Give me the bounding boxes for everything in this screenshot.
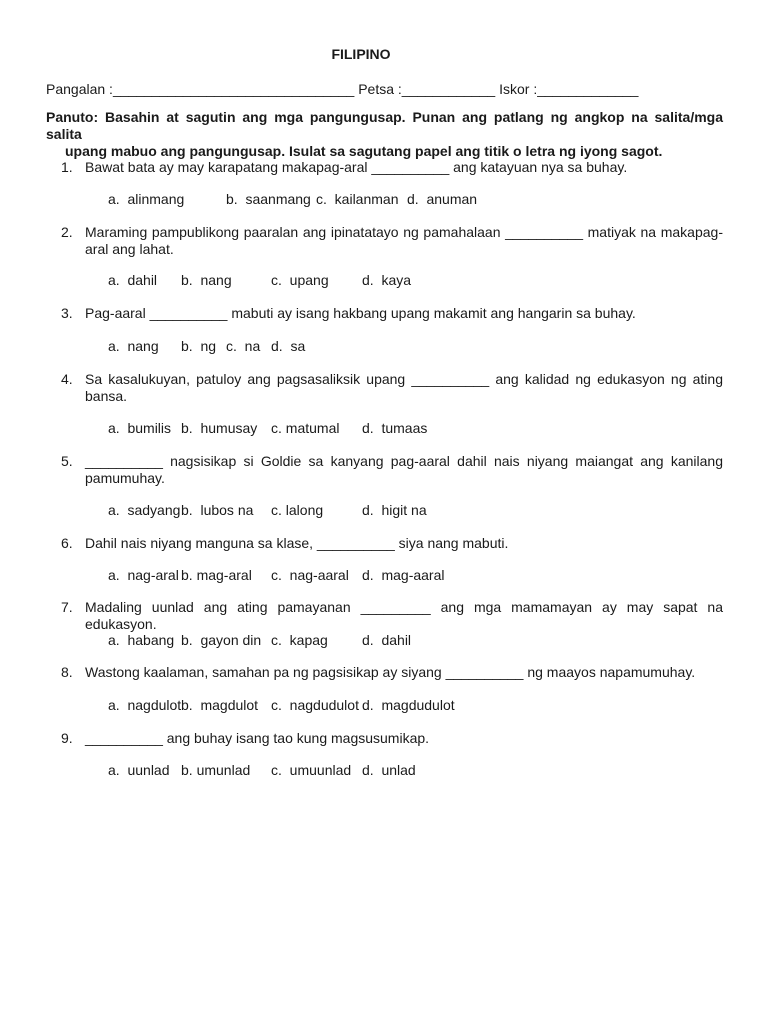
choice-b: b. saanmang [226, 191, 311, 207]
question-number: 9. [61, 730, 73, 746]
choice-b: b. lubos na [181, 502, 254, 518]
question-6-choices [0, 567, 768, 584]
choice-c: c. kapag [271, 632, 328, 648]
choice-b: b. ng [181, 338, 217, 354]
question-number: 2. [61, 224, 73, 240]
question-text: Bawat bata ay may karapatang makapag-aral __________ ang katayuan nya sa buhay. [85, 159, 628, 175]
question-number: 7. [61, 599, 73, 615]
choice-d: d. dahil [362, 632, 412, 648]
choice-c: c. nag-aaral [271, 567, 349, 583]
question-number: 5. [61, 453, 73, 469]
choice-d: d. sa [271, 338, 306, 354]
question-text: Maraming pampublikong paaralan ang ipinatatayo ng pamahalaan __________ matiyak na makapag-aral ang lahat. [85, 224, 723, 257]
choice-a: a. bumilis [108, 420, 172, 436]
choice-c: c. na [226, 338, 261, 354]
worksheet-title: FILIPINO [331, 46, 391, 62]
question-text: Sa kasalukuyan, patuloy ang pagsasaliksik upang __________ ang kalidad ng edukasyon ng ating bansa. [85, 371, 727, 404]
question-3-choices [0, 338, 768, 355]
choice-a: a. nang [108, 338, 159, 354]
choice-d: d. unlad [362, 762, 416, 778]
question-number: 8. [61, 664, 73, 680]
student-info-line: Pangalan :_______________________________ Petsa :____________ Iskor :_____________ [46, 81, 639, 97]
choice-b: b. umunlad [181, 762, 251, 778]
question-text: __________ nagsisikap si Goldie sa kanyang pag-aaral dahil nais niyang maiangat ang kanilang pamumuhay. [85, 453, 727, 486]
choice-c: c. upang [271, 272, 329, 288]
question-text: Wastong kaalaman, samahan pa ng pagsisikap ay siyang __________ ng maayos napamumuhay. [85, 664, 696, 680]
choice-d: d. kaya [362, 272, 412, 288]
choice-a: a. nag-aral [108, 567, 179, 583]
choice-d: d. tumaas [362, 420, 428, 436]
question-1-choices [0, 191, 768, 208]
question-8-choices [0, 697, 768, 714]
instructions [46, 109, 723, 160]
choice-c: c. umuunlad [271, 762, 352, 778]
question-9-choices [0, 762, 768, 779]
choice-a: a. uunlad [108, 762, 170, 778]
question-text: Dahil nais niyang manguna sa klase, __________ siya nang mabuti. [85, 535, 509, 551]
choice-b: b. nang [181, 272, 232, 288]
choice-c: c. lalong [271, 502, 324, 518]
choice-b: b. magdulot [181, 697, 259, 713]
instructions-line-2: upang mabuo ang pangungusap. Isulat sa sagutang papel ang titik o letra ng iyong sagot. [65, 143, 663, 159]
choice-a: a. nagdulot [108, 697, 182, 713]
question-4-choices [0, 420, 768, 437]
question-text: Madaling uunlad ang ating pamayanan _________ ang mga mamamayan ay may sapat na edukasyon. [85, 599, 727, 632]
question-5-choices [0, 502, 768, 519]
choice-d: d. mag-aaral [362, 567, 445, 583]
question-7-choices [0, 632, 768, 649]
choice-d: d. magdudulot [362, 697, 455, 713]
question-2-choices [0, 272, 768, 289]
choice-c: c. matumal [271, 420, 340, 436]
choice-c: c. kailanman [316, 191, 399, 207]
choice-d: d. anuman [407, 191, 478, 207]
choice-a: a. habang [108, 632, 175, 648]
question-number: 1. [61, 159, 73, 175]
instructions-line-1: Panuto: Basahin at sagutin ang mga pangungusap. Punan ang patlang ng angkop na salita/mga salita [46, 109, 723, 142]
question-number: 6. [61, 535, 73, 551]
question-number: 4. [61, 371, 73, 387]
choice-a: a. alinmang [108, 191, 185, 207]
choice-c: c. nagdudulot [271, 697, 359, 713]
choice-b: b. mag-aral [181, 567, 252, 583]
question-number: 3. [61, 305, 73, 321]
choice-b: b. gayon din [181, 632, 262, 648]
question-text: __________ ang buhay isang tao kung magsusumikap. [85, 730, 430, 746]
choice-d: d. higit na [362, 502, 427, 518]
choice-b: b. humusay [181, 420, 258, 436]
choice-a: a. sadyang [108, 502, 181, 518]
choice-a: a. dahil [108, 272, 158, 288]
question-text: Pag-aaral __________ mabuti ay isang hakbang upang makamit ang hangarin sa buhay. [85, 305, 636, 321]
